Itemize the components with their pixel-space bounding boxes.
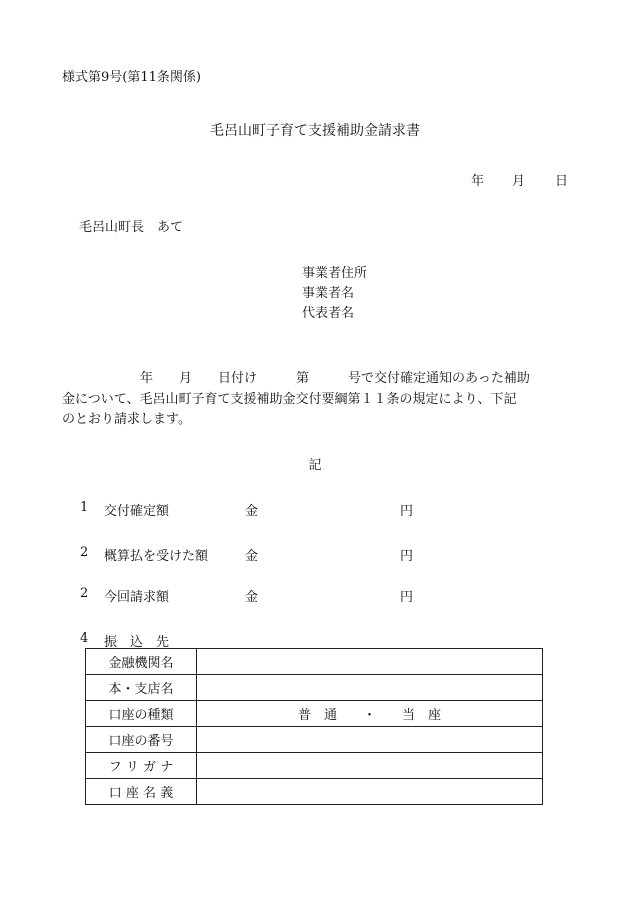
body-line-2: 金について、毛呂山町子育て支援補助金交付要綱第１１条の規定により、下記 — [62, 392, 517, 407]
item-label: 交付確定額 — [104, 504, 170, 519]
item-number: 1 — [80, 500, 89, 515]
page-title: 毛呂山町子育て支援補助金請求書 — [210, 123, 420, 139]
item-currency: 金 — [245, 590, 259, 605]
date-day: 日 — [555, 174, 569, 189]
bank-name-field[interactable] — [197, 649, 543, 675]
item-label: 今回請求額 — [104, 590, 170, 605]
transfer-number: 4 — [80, 631, 89, 646]
branch-name-field[interactable] — [197, 675, 543, 701]
account-holder-field[interactable] — [197, 779, 543, 805]
table-row — [86, 753, 543, 779]
furigana-label: フ リ ガ ナ — [86, 753, 197, 779]
table-row — [86, 675, 543, 701]
account-number-label: 口座の番号 — [86, 727, 197, 753]
furigana-field[interactable] — [197, 753, 543, 779]
item-currency: 金 — [245, 504, 259, 519]
form-number: 様式第9号(第11条関係) — [62, 70, 201, 85]
body-line-1: 年 月 日付け 第 号で交付確定通知のあった補助 — [62, 371, 530, 386]
account-type-options[interactable]: 普 通 ・ 当 座 — [197, 701, 543, 727]
item-unit: 円 — [400, 590, 414, 605]
date-month: 月 — [512, 174, 526, 189]
account-holder-label: 口 座 名 義 — [86, 779, 197, 805]
table-row — [86, 727, 543, 753]
body-line-3: のとおり請求します。 — [62, 412, 191, 427]
table-row — [86, 779, 543, 805]
addressee: 毛呂山町長 あて — [79, 220, 184, 235]
transfer-label: 振 込 先 — [104, 635, 170, 650]
applicant-name-label: 事業者名 — [302, 286, 355, 301]
bank-name-label: 金融機関名 — [86, 649, 197, 675]
table-row — [86, 701, 543, 727]
item-unit: 円 — [400, 549, 414, 564]
branch-name-label: 本・支店名 — [86, 675, 197, 701]
table-row — [86, 649, 543, 675]
item-currency: 金 — [245, 549, 259, 564]
applicant-representative-label: 代表者名 — [302, 306, 355, 321]
item-label: 概算払を受けた額 — [104, 549, 209, 564]
ki-heading: 記 — [308, 458, 322, 473]
item-unit: 円 — [400, 504, 414, 519]
item-number: 2 — [80, 586, 89, 601]
date-year: 年 — [471, 174, 485, 189]
account-number-field[interactable] — [197, 727, 543, 753]
bank-account-table — [85, 648, 543, 805]
item-number: 2 — [80, 545, 89, 560]
account-type-label: 口座の種類 — [86, 701, 197, 727]
applicant-address-label: 事業者住所 — [302, 266, 368, 281]
